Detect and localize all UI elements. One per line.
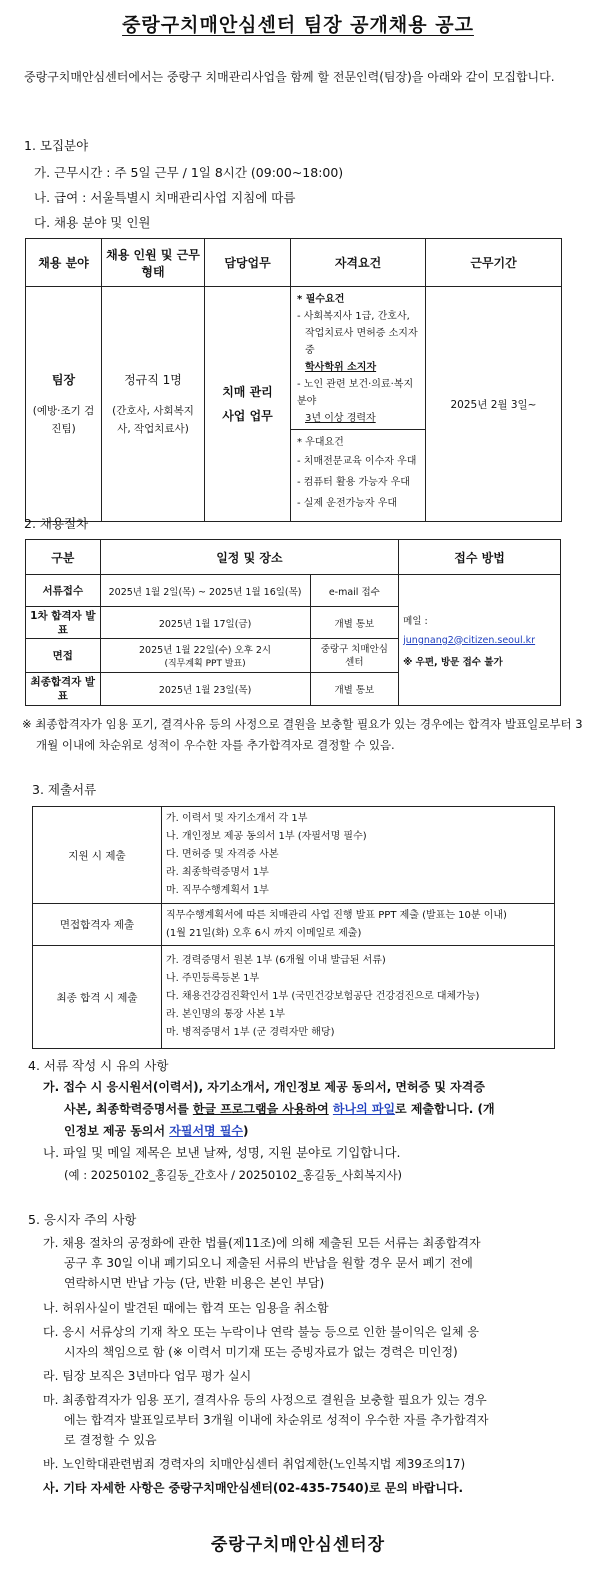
section-4-heading: 4. 서류 작성 시 유의 사항 <box>28 1058 169 1073</box>
note-5c-2: 시자의 책임으로 함 (※ 이력서 미기재 또는 증빙자료가 없는 경력은 미인정) <box>64 1345 458 1359</box>
process-table <box>25 539 561 706</box>
doc-final-list: 가. 경력증명서 원본 1부 (6개월 이내 발급된 서류) 나. 주민등록등본 1부 다. 채용건강검진확인서 1부 (국민건강보험공단 건강검진으로 대체가능) 라. 본인명의 통장 사본 1부 마. 병적증명서 1부 (군 경력자만 해당) <box>162 946 555 1049</box>
cell-period: 2025년 2월 3일~ <box>426 287 562 522</box>
note-5a-3: 연락하시면 반납 가능 (단, 반환 비용은 본인 부담) <box>64 1276 325 1290</box>
note-4a-line3: 인정보 제공 동의서 자필서명 필수) <box>64 1124 249 1138</box>
note-5a-1: 가. 채용 절차의 공정화에 관한 법률(제11조)에 의해 제출된 모든 서류는 최종합격자 <box>43 1236 481 1250</box>
note-4a-line2: 사본, 최종학력증명서를 한글 프로그램을 사용하여 하나의 파일로 제출합니다. (개 <box>64 1102 495 1116</box>
recruit-field-label: 다. 채용 분야 및 인원 <box>34 215 151 230</box>
doc-apply-list: 가. 이력서 및 자기소개서 각 1부 나. 개인정보 제공 동의서 1부 (자필서명 필수) 다. 면허증 및 자격증 사본 라. 최종학력증명서 1부 마. 직무수행계획서 1부 <box>162 807 555 904</box>
note-5e-2: 에는 합격자 발표일로부터 3개월 이내에 차순위로 성적이 우수한 자를 추가합격자 <box>64 1413 489 1427</box>
intro-text: 중랑구치매안심센터에서는 중랑구 치매관리사업을 함께 할 전문인력(팀장)을 아래와 같이 모집합니다. <box>24 70 555 84</box>
note-5a-2: 공구 후 30일 이내 폐기되오니 제출된 서류의 반납을 원할 경우 문서 폐기 전에 <box>64 1256 473 1270</box>
work-hours: 가. 근무시간 : 주 5일 근무 / 1일 8시간 (09:00~18:00) <box>34 165 344 180</box>
doc-final-label: 최종 합격 시 제출 <box>33 946 162 1049</box>
row-first-name: 1차 합격자 발표 <box>26 607 101 639</box>
row-interview-date: 2025년 1월 22일(수) 오후 2시 (직무계획 PPT 발표) <box>100 639 310 673</box>
row-interview-place: 중랑구 치매안심센터 <box>310 639 399 673</box>
row-final-date: 2025년 1월 23일(목) <box>100 673 310 706</box>
th-div: 구분 <box>26 540 101 575</box>
page-title: 중랑구치매안심센터 팀장 공개채용 공고 <box>122 14 474 36</box>
cell-count: 정규직 1명 (간호사, 사회복지사, 작업치료사) <box>102 287 205 522</box>
note-4b-example: (예 : 20250102_홍길동_간호사 / 20250102_홍길동_사회복지사) <box>64 1168 403 1182</box>
cell-field: 팀장 (예방·조기 검진팀) <box>26 287 102 522</box>
note-5e-3: 로 결정할 수 있음 <box>64 1433 157 1447</box>
doc-interview-label: 면접합격자 제출 <box>33 904 162 946</box>
note-5e-1: 마. 최종합격자가 임용 포기, 결격사유 등의 사정으로 결원을 보충할 필요가 있는 경우 <box>43 1393 487 1407</box>
section-2-heading: 2. 채용절차 <box>24 516 89 531</box>
note-4b: 나. 파일 및 메일 제목은 보낸 날짜, 성명, 지원 분야로 기입합니다. <box>43 1145 401 1160</box>
row-final-place: 개별 통보 <box>310 673 399 706</box>
documents-table <box>32 806 555 1049</box>
process-note: ※ 최종합격자가 임용 포기, 결격사유 등의 사정으로 결원을 보충할 필요가 있는 경우에는 합격자 발표일로부터 3개월 이내에 차순위로 성적이 우수한 자를 추가합격자로 결정할 수 있음. <box>22 717 583 752</box>
th-period: 근무기간 <box>426 239 562 287</box>
th-sched: 일정 및 장소 <box>100 540 399 575</box>
footer-signature: 중랑구치매안심센터장 <box>210 1535 386 1555</box>
note-5d: 라. 팀장 보직은 3년마다 업무 평가 실시 <box>43 1369 252 1383</box>
row-doc-place: e-mail 접수 <box>310 575 399 607</box>
row-first-date: 2025년 1월 17일(금) <box>100 607 310 639</box>
th-count: 채용 인원 및 근무 형태 <box>102 239 205 287</box>
note-5g: 사. 기타 자세한 사항은 중랑구치매안심센터(02-435-7540)로 문의 바랍니다. <box>43 1481 464 1495</box>
row-doc-date: 2025년 1월 2일(목) ~ 2025년 1월 16일(목) <box>100 575 310 607</box>
th-method: 접수 방법 <box>399 540 561 575</box>
cell-method: 메일 : jungnang2@citizen.seoul.kr ※ 우편, 방문 접수 불가 <box>399 575 561 706</box>
note-4a-line1: 가. 접수 시 응시원서(이력서), 자기소개서, 개인정보 제공 동의서, 면허증 및 자격증 <box>43 1080 485 1094</box>
doc-interview-list: 직무수행계획서에 따른 치매관리 사업 진행 발표 PPT 제출 (발표는 10분 이내) (1월 21일(화) 오후 6시 까지 이메일로 제출) <box>162 904 555 946</box>
cell-required: * 필수요건 - 사회복지사 1급, 간호사, 작업치료사 면허증 소지자 중 학사학위 소지자 - 노인 관련 보건·의료·복지 분야 3년 이상 경력자 <box>291 287 426 430</box>
note-5f: 바. 노인학대관련범죄 경력자의 치매안심센터 취업제한(노인복지법 제39조의17) <box>43 1457 466 1471</box>
section-5-heading: 5. 응시자 주의 사항 <box>28 1212 137 1227</box>
note-5c-1: 다. 응시 서류상의 기재 착오 또는 누락이나 연락 불능 등으로 인한 불이익은 일체 응 <box>43 1325 479 1339</box>
row-final-name: 최종합격자 발표 <box>26 673 101 706</box>
row-first-place: 개별 통보 <box>310 607 399 639</box>
row-interview-name: 면접 <box>26 639 101 673</box>
recruit-table <box>25 238 562 522</box>
doc-apply-label: 지원 시 제출 <box>33 807 162 904</box>
section-3-heading: 3. 제출서류 <box>32 782 97 797</box>
cell-preferred: * 우대요건 - 치매전문교육 이수자 우대 - 컴퓨터 활용 가능자 우대 - 실제 운전가능자 우대 <box>291 430 426 522</box>
th-qual: 자격요건 <box>291 239 426 287</box>
note-5b: 나. 허위사실이 발견된 때에는 합격 또는 임용을 취소함 <box>43 1301 329 1315</box>
section-1-heading: 1. 모집분야 <box>24 138 89 153</box>
row-doc-name: 서류접수 <box>26 575 101 607</box>
th-field: 채용 분야 <box>26 239 102 287</box>
salary: 나. 급여 : 서울특별시 치매관리사업 지침에 따름 <box>34 190 296 205</box>
th-duty: 담당업무 <box>205 239 291 287</box>
email-link[interactable]: jungnang2@citizen.seoul.kr <box>403 634 536 646</box>
cell-duty: 치매 관리 사업 업무 <box>205 287 291 522</box>
